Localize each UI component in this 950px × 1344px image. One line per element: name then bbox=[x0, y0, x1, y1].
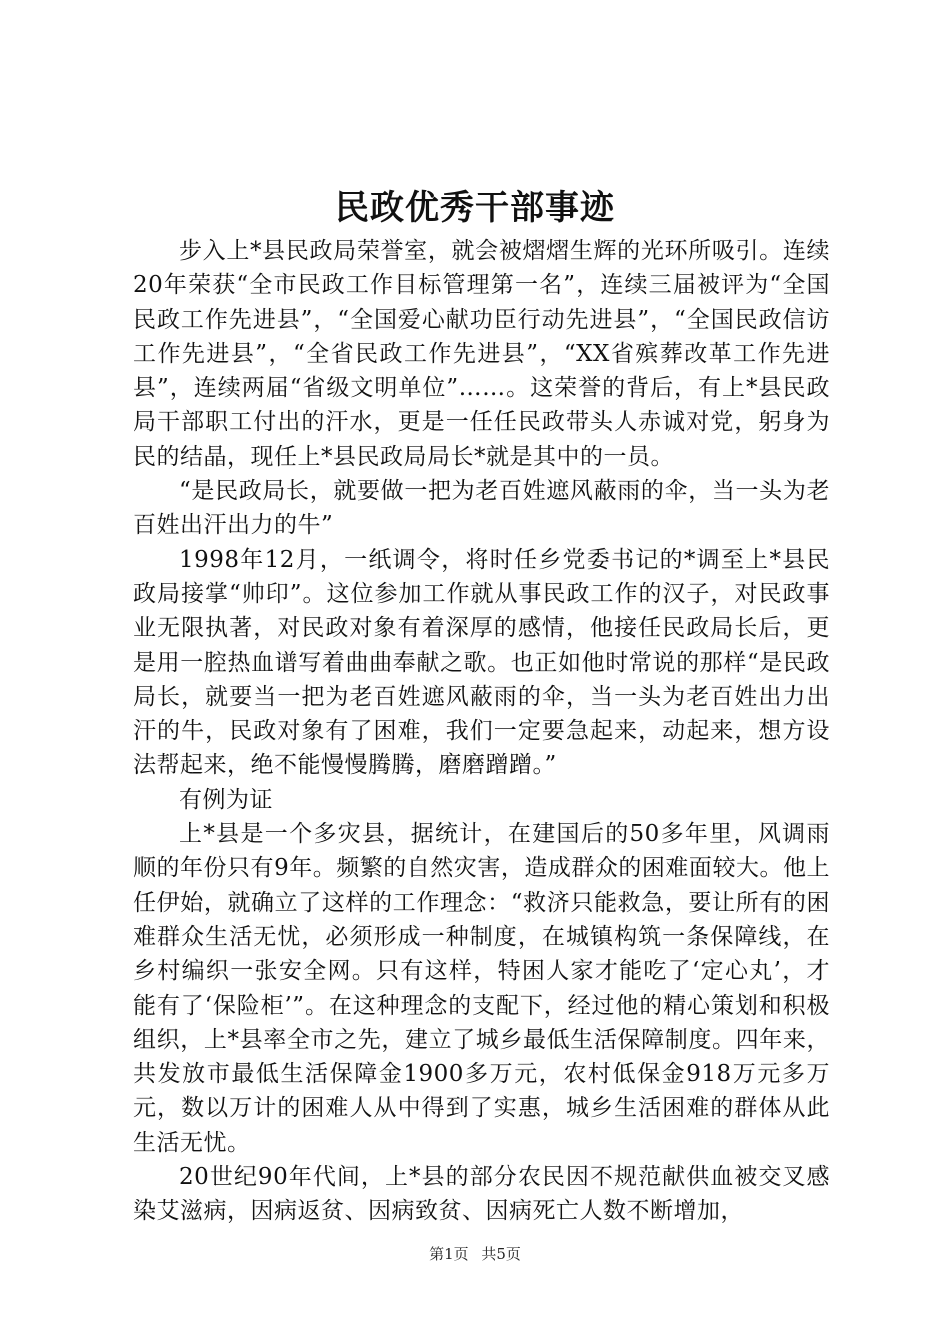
paragraph: 上*县是一个多灾县，据统计，在建国后的50多年里，风调雨顺的年份只有9年。频繁的自然灾害，造成群众的困难面较大。他上任伊始，就确立了这样的工作理念：“救济只能救急，要让所有的困难群众生活无忧，必须形成一种制度，在城镇构筑一条保障线，在乡村编织一张安全网。只有这样，特困人家才能吃了‘定心丸’，才能有了‘保险柜’”。在这种理念的支配下，经过他的精心策划和积极组织，上*县率全市之先，建立了城乡最低生活保障制度。四年来，共发放市最低生活保障金1900多万元，农村低保金918万元多万元，数以万计的困难人从中得到了实惠，城乡生活困难的群体从此生活无忧。 bbox=[133, 821, 830, 1156]
paragraph: 20世纪90年代间，上*县的部分农民因不规范献供血被交叉感染艾滋病，因病返贫、因病致贫、因病死亡人数不断增加， bbox=[133, 1164, 830, 1225]
paragraph: “是民政局长，就要做一把为老百姓遮风蔽雨的伞，当一头为老百姓出汗出力的牛” bbox=[133, 478, 830, 539]
page-footer bbox=[0, 1244, 950, 1264]
paragraph: 步入上*县民政局荣誉室，就会被熠熠生辉的光环所吸引。连续20年荣获“全市民政工作目标管理第一名”，连续三届被评为“全国民政工作先进县”，“全国爱心献功臣行动先进县”，“全国民政信访工作先进县”，“全省民政工作先进县”，“XX省殡葬改革工作先进县”，连续两届“省级文明单位”……。这荣誉的背后，有上*县民政局干部职工付出的汗水，更是一任任民政带头人赤诚对党，躬身为民的结晶，现任上*县民政局局长*就是其中的一员。 bbox=[133, 238, 830, 470]
page-total: 共5页 bbox=[481, 1245, 521, 1263]
document-body bbox=[133, 234, 830, 1229]
paragraph: 1998年12月，一纸调令，将时任乡党委书记的*调至上*县民政局接掌“帅印”。这位参加工作就从事民政工作的汉子，对民政事业无限执著，对民政对象有着深厚的感情，他接任民政局长后，更是用一腔热血谱写着曲曲奉献之歌。也正如他时常说的那样“是民政局长，就要当一把为老百姓遮风蔽雨的伞，当一头为老百姓出力出汗的牛，民政对象有了困难，我们一定要急起来，动起来，想方设法帮起来，绝不能慢慢腾腾，磨磨蹭蹭。” bbox=[133, 546, 830, 779]
paragraph: 有例为证 bbox=[179, 786, 273, 813]
document-title: 民政优秀干部事迹 bbox=[335, 188, 615, 228]
page-number: 第1页 bbox=[429, 1245, 469, 1263]
